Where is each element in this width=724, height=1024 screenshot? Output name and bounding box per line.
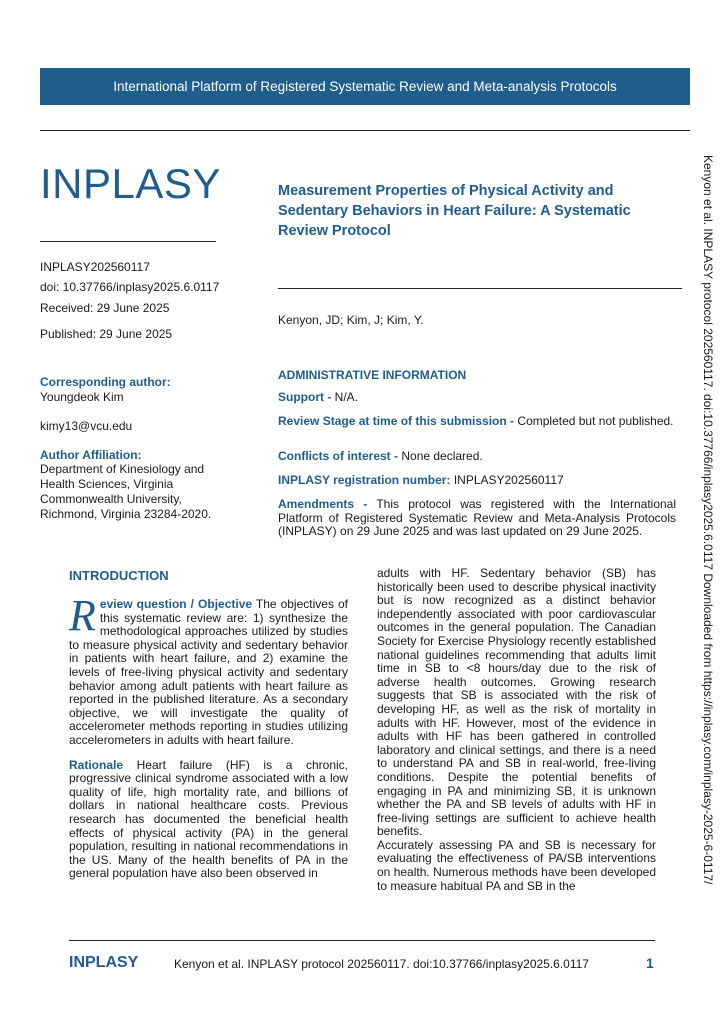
- registration-value: INPLASY202560117: [450, 473, 564, 487]
- registration-id: INPLASY202560117: [40, 260, 150, 274]
- top-divider: [40, 130, 690, 131]
- doi-text: doi: 10.37766/inplasy2025.6.0117: [40, 280, 220, 294]
- published-date: Published: 29 June 2025: [40, 327, 173, 341]
- rationale-label: Rationale: [69, 757, 124, 772]
- admin-stage: [278, 415, 676, 429]
- header-banner: [40, 68, 690, 105]
- objective-label: eview question / Objective: [99, 597, 253, 611]
- footer-divider: [69, 940, 655, 941]
- objective-text: The objectives of this systematic review are: 1) synthesize the methodological approaches utilized by studies to measure physical activity and sedentary behavior in patients with heart failure, and 2) examine the levels of free-living physical activity and sedentary behavior among adult patients with heart failure as reported in the published literature. As a secondary objective, we will investigate the quality of accelerometer methods reporting in studies utilizing accelerometers in adults with heart failure.: [69, 597, 348, 747]
- admin-registration: [278, 474, 676, 488]
- admin-conflicts: [278, 450, 676, 464]
- corresponding-name: Youngdeok Kim: [40, 390, 124, 404]
- footer-citation: Kenyon et al. INPLASY protocol 202560117. doi:10.37766/inplasy2025.6.0117: [174, 957, 589, 971]
- affiliation-label: Author Affiliation:: [40, 448, 142, 462]
- stage-label: Review Stage at time of this submission -: [278, 414, 515, 428]
- page-number: 1: [646, 955, 654, 971]
- objective-paragraph: [69, 591, 348, 748]
- conflicts-value: None declared.: [398, 449, 483, 463]
- banner-text: International Platform of Registered Systematic Review and Meta-analysis Protocols: [113, 79, 617, 94]
- affiliation-text: Department of Kinesiology and Health Sciences, Virginia Commonwealth University, Richmond, Virginia 23284-2020.: [40, 462, 212, 521]
- stage-value: Completed but not published.: [514, 414, 674, 428]
- received-date: Received: 29 June 2025: [40, 301, 170, 315]
- conflicts-label: Conflicts of interest -: [278, 449, 399, 463]
- inplasy-logo: INPLASY: [40, 160, 221, 207]
- introduction-heading: INTRODUCTION: [69, 568, 169, 583]
- dropcap-letter: R: [69, 591, 96, 640]
- col2-paragraph-2: Accurately assessing PA and SB is necessary for evaluating the effectiveness of PA/SB interventions on health. Numerous methods have been developed to measure habitual PA and SB in the: [377, 837, 656, 893]
- amendments-label: Amendments -: [278, 497, 368, 511]
- admin-amendments: [278, 498, 676, 539]
- title-divider: [278, 288, 682, 289]
- footer-logo: INPLASY: [69, 954, 139, 971]
- logo-divider: [40, 241, 216, 242]
- registration-label: INPLASY registration number:: [278, 473, 451, 487]
- rationale-text: Heart failure (HF) is a chronic, progressive clinical syndrome associated with a low quality of life, high mortality rate, and billions of dollars in national healthcare costs. Previous research has documented the beneficial health effects of physical activity (PA) in the general population, resulting in national recommendations in the US. Many of the health benefits of PA in the general population have also been observed in: [69, 757, 348, 881]
- body-column-left: [69, 591, 348, 881]
- support-label: Support -: [278, 390, 332, 404]
- admin-support: [278, 391, 676, 405]
- admin-heading: ADMINISTRATIVE INFORMATION: [278, 368, 467, 382]
- paper-title: Measurement Properties of Physical Activity and Sedentary Behaviors in Heart Failure: A Systematic Review Protocol: [278, 183, 631, 239]
- body-column-right: [377, 567, 656, 893]
- vertical-citation: Kenyon et al. INPLASY protocol 202560117. doi:10.37766/inplasy2025.6.0117 Downloaded from https://inplasy.com/inplasy-2025-6-0117/: [701, 155, 715, 885]
- col2-paragraph-1: adults with HF. Sedentary behavior (SB) has historically been used to describe physical inactivity but is now recognized as a distinct behavior independently associated with poor cardiovascular outcomes in the general population. The Canadian Society for Exercise Physiology recently established national guidelines recommending that adults limit time in SB to <8 hours/day due to the risk of adverse health outcomes. Growing research suggests that SB is associated with the risk of developing HF, as well as the risk of mortality in adults with HF. However, most of the evidence in adults with HF has been gathered in controlled laboratory and clinical settings, and there is a need to understand PA and SB in real-world, free-living conditions. Despite the potential benefits of engaging in PA and minimizing SB, it is unknown whether the PA and SB levels of adults with HF in free-living settings are sufficient to achieve health benefits.: [377, 566, 656, 839]
- rationale-paragraph: [69, 759, 348, 881]
- corresponding-label: Corresponding author:: [40, 375, 171, 389]
- support-value: N/A.: [331, 390, 358, 404]
- author-list: Kenyon, JD; Kim, J; Kim, Y.: [278, 313, 424, 327]
- amendments-value: This protocol was registered with the International Platform of Registered Systematic Review and Meta-Analysis Protocols (INPLASY) on 29 June 2025 and was last updated on 29 June 2025.: [278, 497, 676, 538]
- corresponding-email: kimy13@vcu.edu: [40, 419, 133, 433]
